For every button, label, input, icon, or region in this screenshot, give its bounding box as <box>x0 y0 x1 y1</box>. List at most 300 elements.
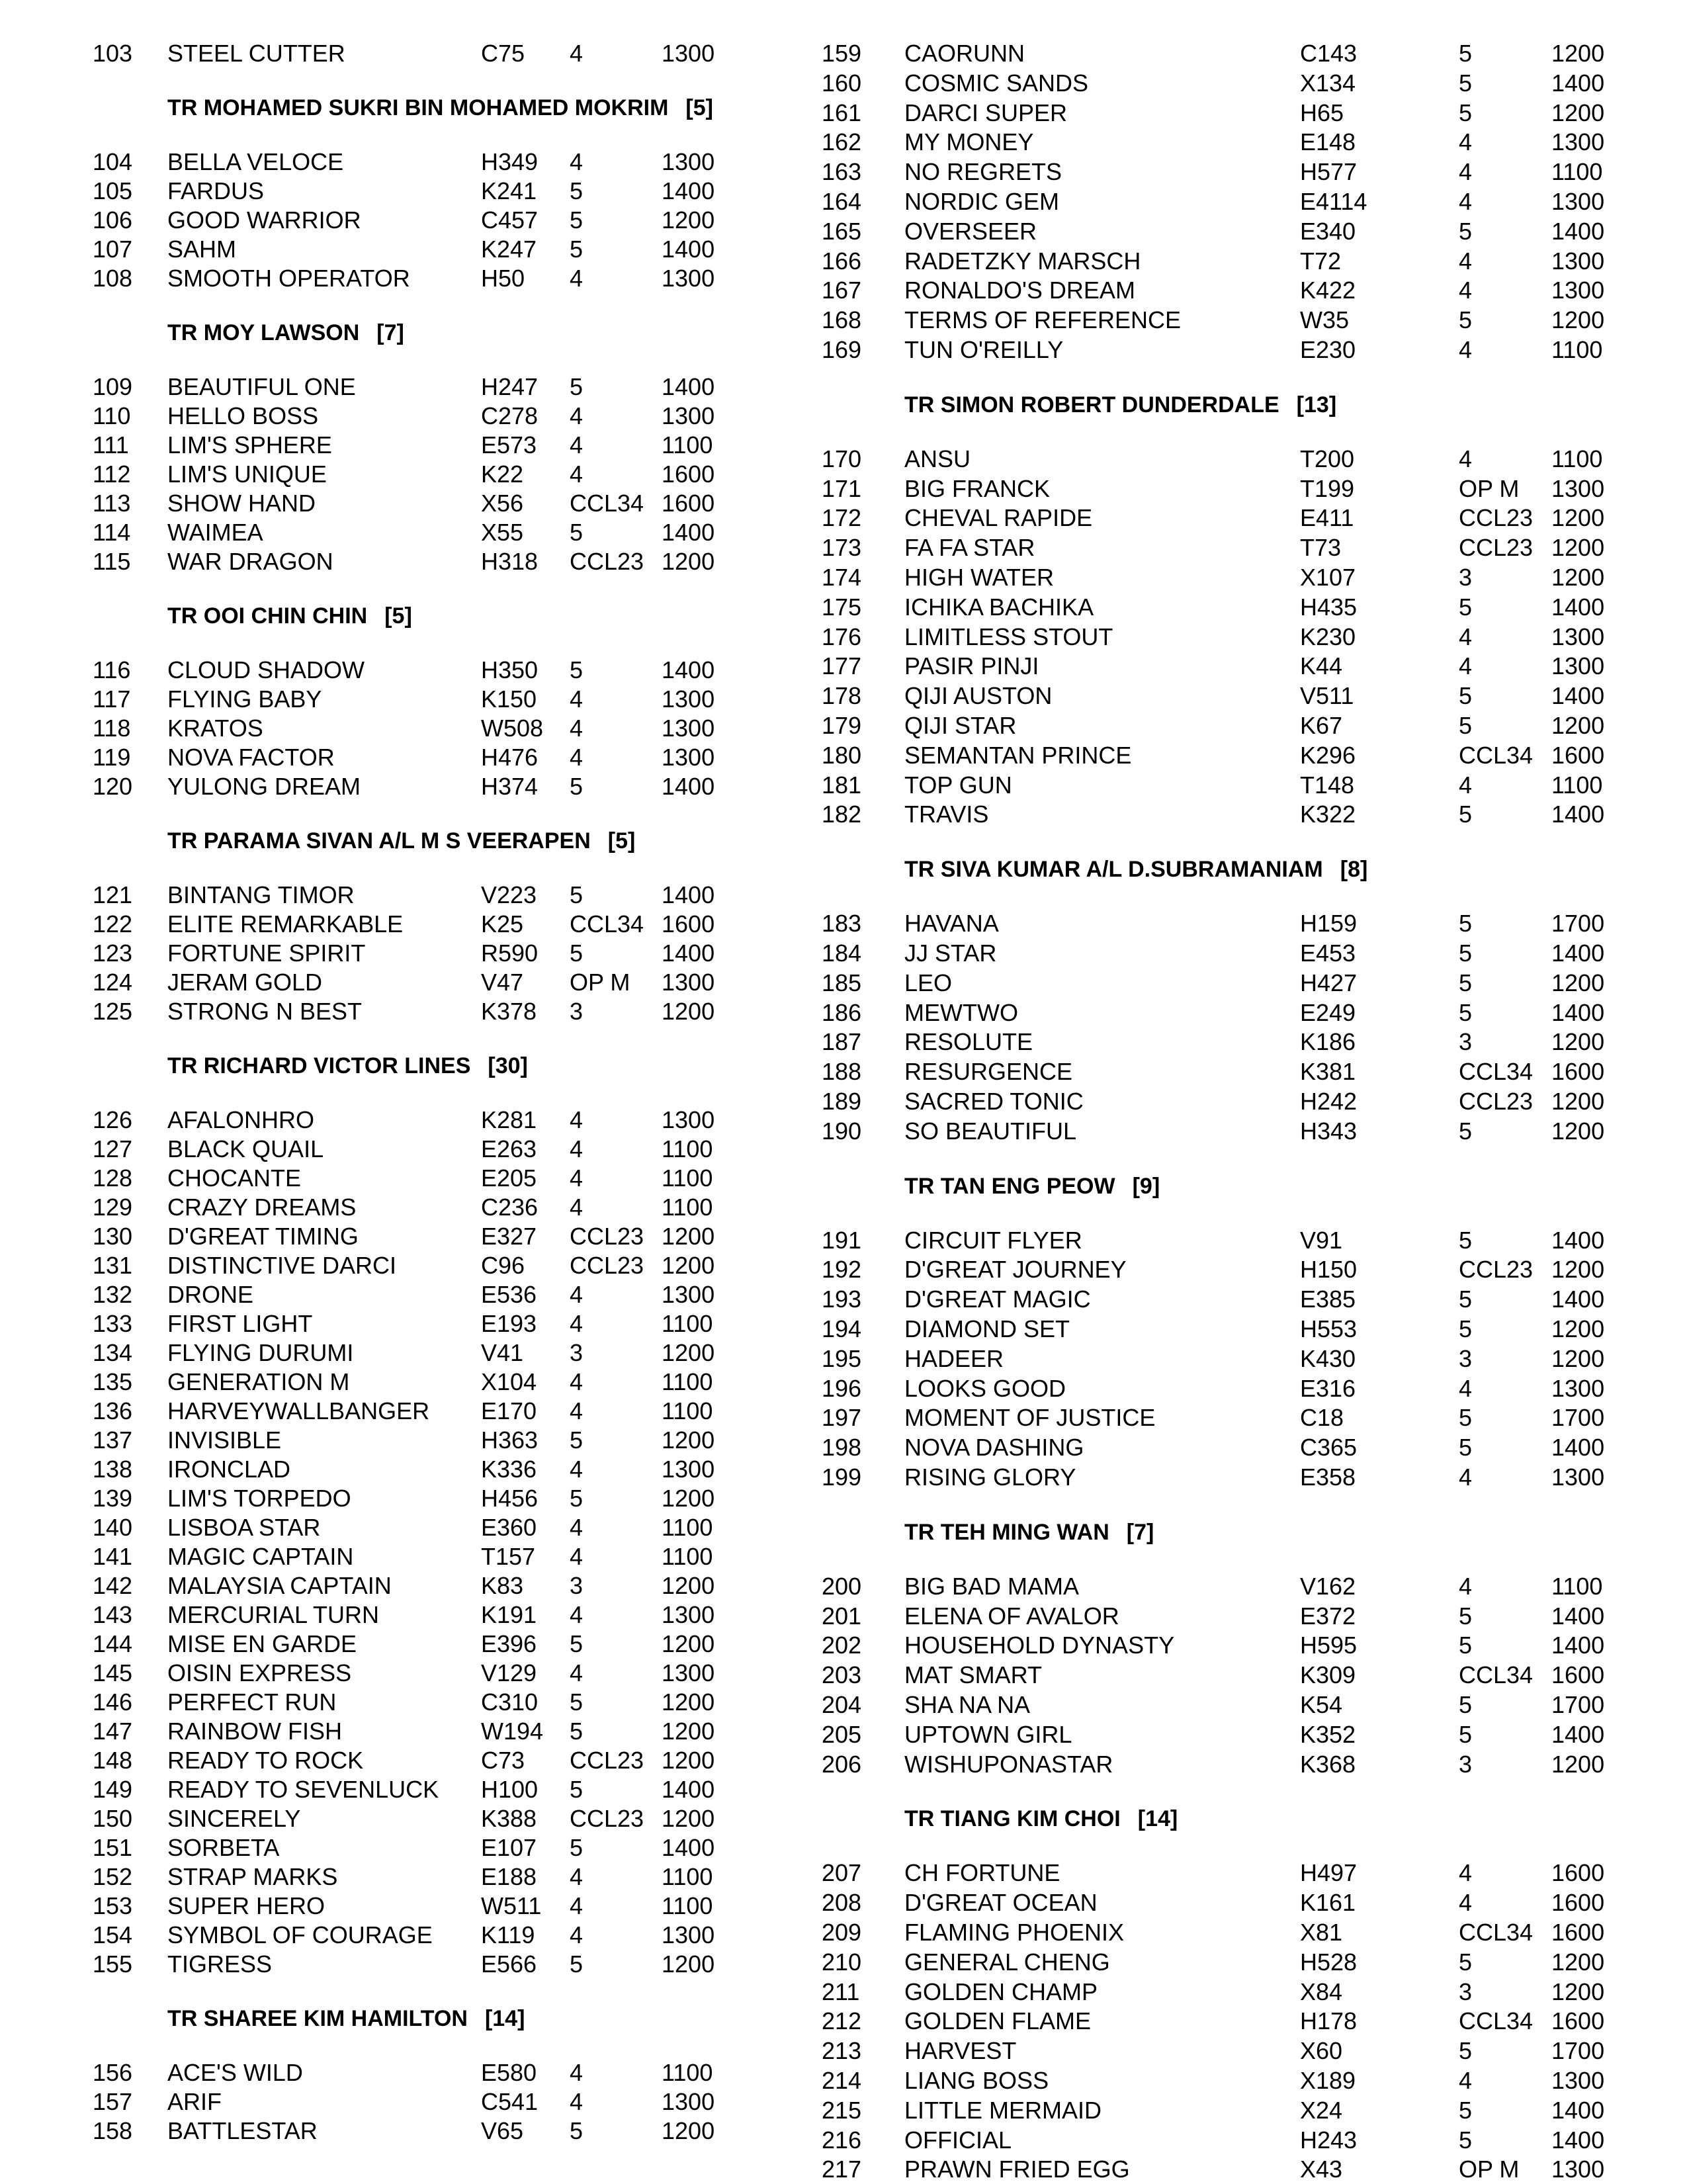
horse-code: W511 <box>481 1892 542 1919</box>
horse-number: 146 <box>93 1688 133 1716</box>
horse-distance: 1600 <box>1551 1859 1605 1887</box>
horse-number: 216 <box>822 2126 862 2154</box>
horse-distance: 1600 <box>1551 1919 1605 1946</box>
horse-code: H497 <box>1300 1859 1358 1887</box>
horse-distance: 1300 <box>662 2088 715 2115</box>
horse-number: 108 <box>93 265 133 292</box>
horse-row <box>0 910 814 939</box>
horse-name: FARDUS <box>167 177 265 204</box>
horse-number: 120 <box>93 773 133 800</box>
horse-distance: 1400 <box>662 939 715 967</box>
horse-class: 3 <box>1459 1978 1473 2005</box>
horse-class: 4 <box>570 1863 584 1890</box>
trainer-heading <box>167 1051 528 1080</box>
horse-name: JJ STAR <box>904 939 997 967</box>
horse-distance: 1100 <box>662 1164 713 1192</box>
horse-class: 4 <box>1459 1859 1473 1887</box>
horse-number: 134 <box>93 1339 133 1366</box>
horse-class: 5 <box>1459 2037 1473 2065</box>
horse-row <box>0 968 814 997</box>
horse-name: ACE'S WILD <box>167 2059 303 2086</box>
horse-number: 125 <box>93 998 133 1025</box>
horse-row <box>0 772 814 801</box>
horse-row <box>0 2058 814 2087</box>
horse-code: H350 <box>481 656 539 683</box>
horse-class: 5 <box>1459 2096 1473 2124</box>
horse-number: 135 <box>93 1368 133 1395</box>
horse-name: WISHUPONASTAR <box>904 1750 1113 1778</box>
horse-class: 5 <box>1459 998 1473 1026</box>
horse-distance: 1200 <box>1551 1117 1605 1145</box>
horse-number: 210 <box>822 1948 862 1976</box>
horse-row <box>0 1775 814 1804</box>
horse-class: 5 <box>570 1776 584 1803</box>
horse-number: 214 <box>822 2067 862 2094</box>
horse-code: E573 <box>481 431 537 459</box>
horse-number: 162 <box>822 128 862 156</box>
horse-row <box>0 1833 814 1862</box>
horse-code: K83 <box>481 1572 524 1599</box>
horse-row <box>0 1892 814 1921</box>
horse-number: 190 <box>822 1117 862 1145</box>
horse-number: 174 <box>822 564 862 591</box>
horse-class: 5 <box>1459 801 1473 828</box>
horse-name: NORDIC GEM <box>904 188 1059 215</box>
horse-name: CAORUNN <box>904 40 1025 67</box>
horse-distance: 1400 <box>1551 217 1605 245</box>
horse-row <box>0 1600 814 1630</box>
horse-code: V41 <box>481 1339 524 1366</box>
horse-class: 5 <box>570 1834 584 1861</box>
horse-row <box>0 1688 814 1717</box>
trainer-name: TR SHAREE KIM HAMILTON <box>167 2006 468 2031</box>
horse-distance: 1100 <box>1551 445 1603 472</box>
horse-distance: 1200 <box>1551 712 1605 739</box>
horse-row <box>814 711 1687 740</box>
horse-row <box>0 1280 814 1309</box>
horse-code: E536 <box>481 1281 537 1308</box>
horse-code: H595 <box>1300 1632 1358 1659</box>
horse-row <box>0 714 814 743</box>
horse-number: 198 <box>822 1434 862 1462</box>
horse-distance: 1400 <box>662 236 715 263</box>
horse-number: 105 <box>93 177 133 204</box>
horse-row <box>0 685 814 714</box>
horse-code: E230 <box>1300 336 1356 363</box>
horse-distance: 1400 <box>1551 1434 1605 1462</box>
horse-row <box>814 128 1687 157</box>
horse-code: C365 <box>1300 1434 1358 1462</box>
horse-class: 5 <box>1459 1691 1473 1718</box>
horse-code: X107 <box>1300 564 1356 591</box>
trainer-name: TR MOY LAWSON <box>167 320 360 345</box>
horse-number: 107 <box>93 236 133 263</box>
horse-name: MERCURIAL TURN <box>167 1601 380 1628</box>
trainer-horse-count: [14] <box>484 2006 525 2031</box>
horse-number: 209 <box>822 1919 862 1946</box>
horse-row <box>0 1659 814 1688</box>
horse-code: E205 <box>481 1164 537 1192</box>
horse-row <box>0 460 814 489</box>
horse-distance: 1100 <box>662 1310 713 1337</box>
horse-code: E396 <box>481 1630 537 1657</box>
trainer-heading <box>904 855 1367 884</box>
horse-row <box>0 997 814 1026</box>
horse-row <box>814 563 1687 592</box>
horse-code: E358 <box>1300 1463 1356 1491</box>
horse-row <box>0 1193 814 1222</box>
horse-number: 133 <box>93 1310 133 1337</box>
horse-class: 4 <box>570 2088 584 2115</box>
horse-name: SHOW HAND <box>167 490 316 517</box>
horse-code: H343 <box>1300 1117 1358 1145</box>
horse-class: 5 <box>570 1426 584 1454</box>
horse-distance: 1200 <box>1551 40 1605 67</box>
horse-distance: 1400 <box>1551 2096 1605 2124</box>
horse-name: BIG BAD MAMA <box>904 1572 1080 1600</box>
horse-name: ELITE REMARKABLE <box>167 910 404 938</box>
horse-distance: 1200 <box>1551 99 1605 126</box>
horse-row <box>814 623 1687 652</box>
horse-distance: 1300 <box>662 40 715 67</box>
horse-number: 140 <box>93 1514 133 1541</box>
horse-code: E327 <box>481 1223 537 1250</box>
horse-distance: 1100 <box>662 431 713 459</box>
horse-row <box>814 69 1687 98</box>
horse-distance: 1400 <box>1551 998 1605 1026</box>
horse-distance: 1100 <box>1551 336 1603 363</box>
horse-number: 130 <box>93 1223 133 1250</box>
horse-row <box>814 771 1687 800</box>
horse-name: CHEVAL RAPIDE <box>904 504 1093 532</box>
horse-row <box>814 939 1687 968</box>
horse-distance: 1300 <box>662 969 715 996</box>
horse-class: 4 <box>570 1456 584 1483</box>
horse-code: E340 <box>1300 217 1356 245</box>
horse-row <box>814 533 1687 562</box>
horse-number: 177 <box>822 652 862 680</box>
trainer-name: TR TEH MING WAN <box>904 1519 1109 1545</box>
horse-number: 173 <box>822 534 862 562</box>
horse-distance: 1700 <box>1551 2037 1605 2065</box>
horse-code: K247 <box>481 236 537 263</box>
horse-code: K281 <box>481 1106 537 1133</box>
trainer-horse-count: [8] <box>1340 857 1368 883</box>
horse-row <box>814 1374 1687 1403</box>
horse-code: H150 <box>1300 1256 1358 1284</box>
horse-distance: 1400 <box>662 519 715 546</box>
horse-number: 124 <box>93 969 133 996</box>
horse-code: H456 <box>481 1485 539 1512</box>
horse-distance: 1600 <box>1551 1058 1605 1086</box>
horse-class: 4 <box>1459 771 1473 799</box>
horse-class: 4 <box>570 685 584 713</box>
horse-distance: 1200 <box>1551 504 1605 532</box>
horse-row <box>814 998 1687 1027</box>
horse-row <box>814 1572 1687 1601</box>
horse-row <box>0 1804 814 1833</box>
horse-number: 157 <box>93 2088 133 2115</box>
horse-distance: 1200 <box>662 998 715 1025</box>
trainer-horse-count: [7] <box>1126 1519 1154 1545</box>
horse-code: E148 <box>1300 128 1356 156</box>
horse-code: K119 <box>481 1921 535 1948</box>
trainer-heading <box>904 1172 1160 1201</box>
horse-name: PERFECT RUN <box>167 1688 337 1716</box>
horse-name: GENERATION M <box>167 1368 350 1395</box>
horse-class: 4 <box>570 1921 584 1948</box>
horse-class: 3 <box>570 1572 584 1599</box>
horse-name: HELLO BOSS <box>167 402 319 429</box>
horse-class: 4 <box>570 265 584 292</box>
horse-name: OVERSEER <box>904 217 1037 245</box>
horse-number: 166 <box>822 247 862 275</box>
horse-row <box>0 431 814 460</box>
horse-code: H318 <box>481 548 539 575</box>
horse-row <box>0 1455 814 1484</box>
horse-distance: 1200 <box>662 1950 715 1978</box>
horse-row <box>814 2126 1687 2155</box>
horse-name: LOOKS GOOD <box>904 1374 1066 1402</box>
horse-name: LITTLE MERMAID <box>904 2096 1102 2124</box>
horse-class: 5 <box>570 656 584 683</box>
horse-name: INVISIBLE <box>167 1426 282 1454</box>
horse-code: E193 <box>481 1310 537 1337</box>
horse-number: 154 <box>93 1921 133 1948</box>
horse-code: E4114 <box>1300 188 1367 215</box>
trainer-name: TR SIMON ROBERT DUNDERDALE <box>904 392 1279 417</box>
horse-row <box>814 1057 1687 1086</box>
horse-class: 5 <box>570 177 584 204</box>
trainer-heading <box>904 1804 1178 1833</box>
horse-distance: 1300 <box>662 1659 715 1686</box>
horse-class: 5 <box>1459 69 1473 97</box>
horse-distance: 1300 <box>662 1601 715 1628</box>
horse-number: 212 <box>822 2007 862 2035</box>
horse-distance: 1200 <box>1551 1948 1605 1976</box>
horse-code: H553 <box>1300 1315 1358 1342</box>
horse-row <box>814 1661 1687 1690</box>
horse-class: 5 <box>1459 1632 1473 1659</box>
horse-code: E316 <box>1300 1374 1356 1402</box>
horse-distance: 1300 <box>662 1921 715 1948</box>
horse-row <box>0 1513 814 1542</box>
horse-code: H65 <box>1300 99 1344 126</box>
horse-code: K25 <box>481 910 524 938</box>
horse-distance: 1100 <box>662 2059 713 2086</box>
horse-class: 5 <box>1459 1226 1473 1254</box>
horse-class: 5 <box>570 236 584 263</box>
horse-number: 116 <box>93 656 131 683</box>
horse-row <box>814 1255 1687 1284</box>
horse-distance: 1200 <box>1551 564 1605 591</box>
horse-number: 153 <box>93 1892 133 1919</box>
horse-code: C236 <box>481 1194 539 1221</box>
trainer-horse-count: [14] <box>1137 1806 1178 1832</box>
horse-class: 4 <box>570 431 584 459</box>
horse-number: 109 <box>93 373 133 400</box>
horse-row <box>0 1222 814 1251</box>
horse-name: HADEER <box>904 1344 1004 1372</box>
horse-distance: 1600 <box>1551 1661 1605 1689</box>
horse-distance: 1300 <box>662 744 715 771</box>
horse-row <box>814 1463 1687 1492</box>
trainer-horse-count: [13] <box>1296 392 1337 417</box>
horse-distance: 1400 <box>1551 1720 1605 1748</box>
trainer-horse-count: [5] <box>384 603 412 629</box>
horse-class: 5 <box>570 939 584 967</box>
horse-row <box>814 187 1687 216</box>
horse-class: 5 <box>570 2117 584 2144</box>
horse-distance: 1200 <box>662 1747 715 1774</box>
horse-number: 104 <box>93 148 133 175</box>
horse-distance: 1400 <box>662 773 715 800</box>
horse-distance: 1200 <box>1551 1750 1605 1778</box>
horse-number: 195 <box>822 1344 862 1372</box>
horse-name: FA FA STAR <box>904 534 1035 562</box>
horse-number: 181 <box>822 771 862 799</box>
horse-class: 3 <box>1459 1750 1473 1778</box>
horse-name: FIRST LIGHT <box>167 1310 313 1337</box>
horse-class: CCL34 <box>570 910 644 938</box>
horse-distance: 1400 <box>662 177 715 204</box>
horse-distance: 1200 <box>662 2117 715 2144</box>
horse-distance: 1200 <box>662 1805 715 1832</box>
horse-distance: 1200 <box>1551 306 1605 334</box>
horse-class: 4 <box>1459 336 1473 363</box>
horse-number: 142 <box>93 1572 133 1599</box>
horse-number: 115 <box>93 548 131 575</box>
horse-name: NOVA DASHING <box>904 1434 1084 1462</box>
horse-class: 4 <box>570 744 584 771</box>
horse-name: LIMITLESS STOUT <box>904 623 1113 650</box>
horse-name: TRAVIS <box>904 801 989 828</box>
horse-class: 5 <box>1459 306 1473 334</box>
horse-code: K230 <box>1300 623 1356 650</box>
horse-number: 128 <box>93 1164 133 1192</box>
horse-row <box>814 157 1687 187</box>
horse-name: COSMIC SANDS <box>904 69 1089 97</box>
horse-class: 5 <box>1459 1404 1473 1432</box>
horse-row <box>0 1484 814 1513</box>
horse-number: 113 <box>93 490 131 517</box>
horse-name: LIM'S SPHERE <box>167 431 332 459</box>
trainer-heading <box>167 2004 525 2033</box>
horse-number: 145 <box>93 1659 133 1686</box>
trainer-name: TR TIANG KIM CHOI <box>904 1806 1121 1832</box>
horse-class: 4 <box>1459 1463 1473 1491</box>
horse-name: GENERAL CHENG <box>904 1948 1110 1976</box>
horse-class: 4 <box>570 715 584 742</box>
horse-name: TUN O'REILLY <box>904 336 1064 363</box>
horse-distance: 1300 <box>1551 623 1605 650</box>
horse-class: 4 <box>570 1543 584 1570</box>
horse-class: CCL23 <box>570 1805 644 1832</box>
horse-code: H243 <box>1300 2126 1358 2154</box>
horse-number: 211 <box>822 1978 860 2005</box>
horse-code: K309 <box>1300 1661 1356 1689</box>
horse-name: ARIF <box>167 2088 222 2115</box>
horse-distance: 1300 <box>1551 188 1605 215</box>
horse-row <box>814 1285 1687 1314</box>
horse-row <box>814 969 1687 998</box>
horse-code: T200 <box>1300 445 1355 472</box>
horse-name: STRONG N BEST <box>167 998 363 1025</box>
horse-code: X104 <box>481 1368 537 1395</box>
horse-name: NOVA FACTOR <box>167 744 335 771</box>
horse-class: 3 <box>570 1339 584 1366</box>
horse-row <box>814 1750 1687 1779</box>
horse-row <box>814 741 1687 770</box>
horse-class: 5 <box>570 1630 584 1657</box>
horse-class: 4 <box>1459 652 1473 680</box>
horse-row <box>814 503 1687 533</box>
horse-class: 4 <box>1459 1374 1473 1402</box>
horse-number: 193 <box>822 1286 862 1313</box>
horse-code: E360 <box>481 1514 537 1541</box>
horse-number: 168 <box>822 306 862 334</box>
horse-name: READY TO ROCK <box>167 1747 364 1774</box>
horse-name: MOMENT OF JUSTICE <box>904 1404 1156 1432</box>
horse-name: KRATOS <box>167 715 263 742</box>
horse-name: MEWTWO <box>904 998 1018 1026</box>
horse-distance: 1300 <box>1551 2067 1605 2094</box>
horse-code: V91 <box>1300 1226 1343 1254</box>
horse-distance: 1300 <box>662 265 715 292</box>
horse-class: CCL23 <box>1459 534 1534 562</box>
horse-code: E107 <box>481 1834 537 1861</box>
horse-number: 103 <box>93 40 133 67</box>
horse-row <box>814 2036 1687 2066</box>
horse-code: H528 <box>1300 1948 1358 1976</box>
horse-number: 197 <box>822 1404 862 1432</box>
horse-class: 4 <box>570 148 584 175</box>
horse-number: 213 <box>822 2037 862 2065</box>
horse-name: NO REGRETS <box>904 158 1062 186</box>
horse-name: GOLDEN CHAMP <box>904 1978 1098 2005</box>
horse-class: 5 <box>570 206 584 234</box>
horse-class: 5 <box>1459 1286 1473 1313</box>
trainer-name: TR MOHAMED SUKRI BIN MOHAMED MOKRIM <box>167 95 669 120</box>
horse-number: 205 <box>822 1720 862 1748</box>
horse-class: 3 <box>1459 1344 1473 1372</box>
horse-distance: 1200 <box>1551 969 1605 996</box>
horse-class: CCL23 <box>1459 1256 1534 1284</box>
trainer-heading <box>904 1518 1154 1547</box>
horse-name: QIJI AUSTON <box>904 682 1053 710</box>
horse-code: E372 <box>1300 1602 1356 1630</box>
horse-class: 4 <box>570 1164 584 1192</box>
horse-code: E453 <box>1300 939 1356 967</box>
horse-class: 4 <box>1459 247 1473 275</box>
horse-number: 182 <box>822 801 862 828</box>
trainer-heading <box>167 826 635 855</box>
horse-code: T72 <box>1300 247 1342 275</box>
horse-code: E170 <box>481 1397 537 1424</box>
horse-number: 129 <box>93 1194 133 1221</box>
horse-class: 4 <box>1459 277 1473 304</box>
horse-name: STEEL CUTTER <box>167 40 345 67</box>
horse-number: 151 <box>93 1834 133 1861</box>
horse-name: BELLA VELOCE <box>167 148 344 175</box>
horse-row <box>0 1630 814 1659</box>
horse-row <box>0 264 814 293</box>
horse-distance: 1300 <box>662 1106 715 1133</box>
horse-code: T199 <box>1300 474 1355 502</box>
horse-row <box>0 148 814 177</box>
horse-number: 160 <box>822 69 862 97</box>
horse-row <box>814 1720 1687 1749</box>
